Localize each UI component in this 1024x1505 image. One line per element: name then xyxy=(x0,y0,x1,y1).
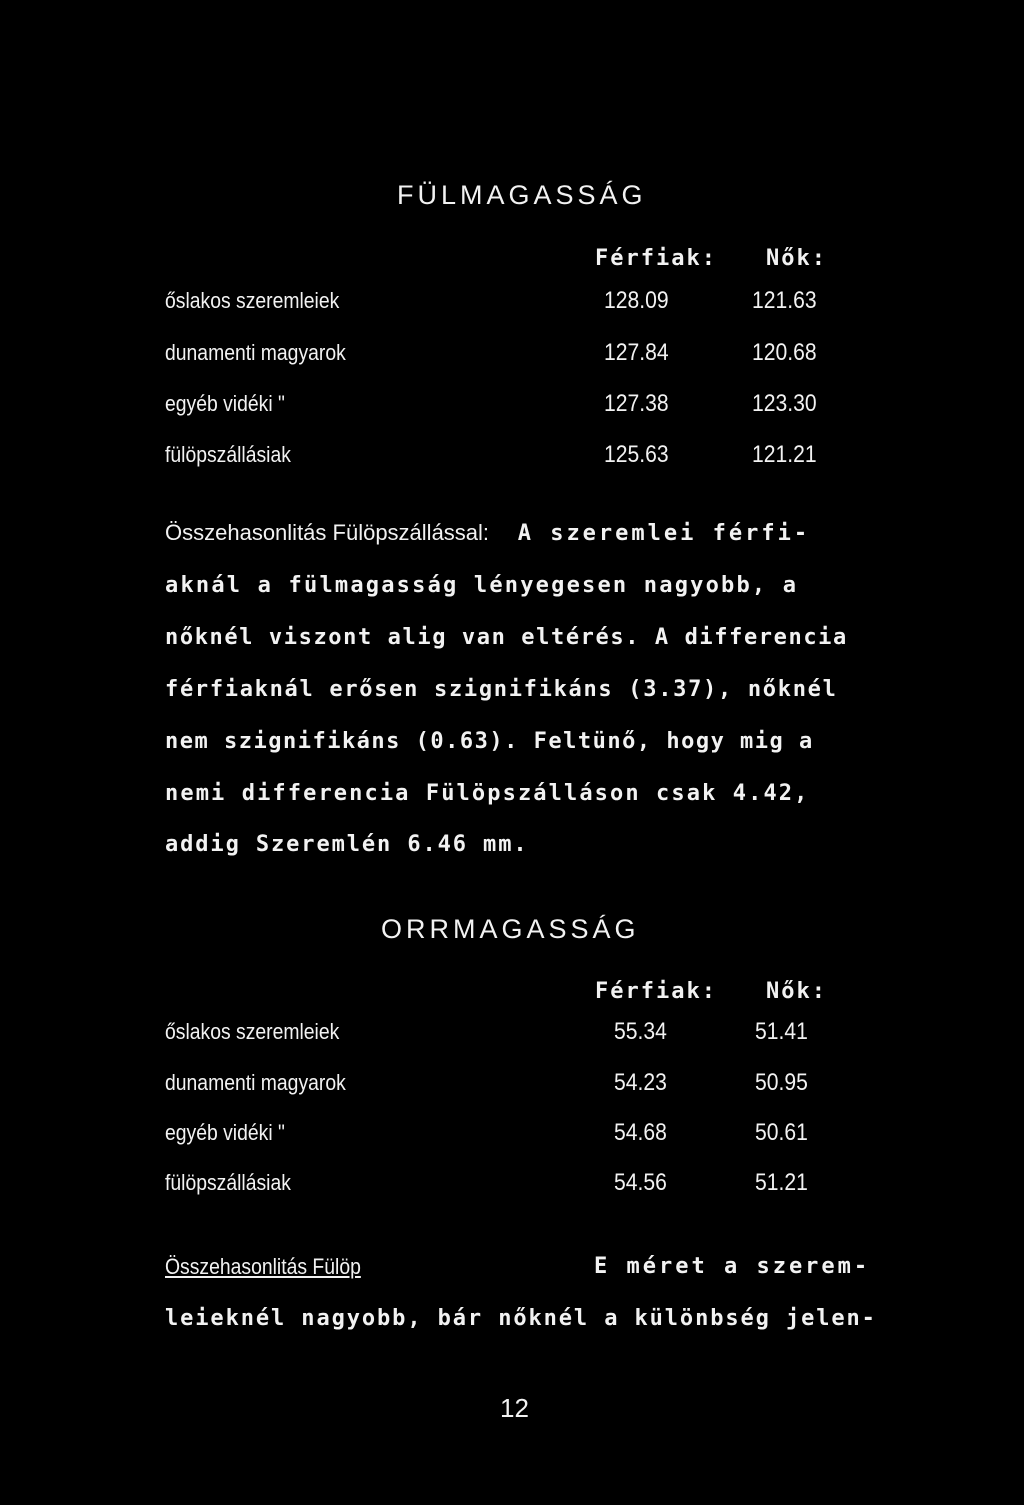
row-label: őslakos szeremleiek xyxy=(165,1019,340,1044)
column-header-women: Nők: xyxy=(766,979,827,1004)
comparison-paragraph-line: addig Szeremlén 6.46 mm. xyxy=(165,832,529,857)
value-men: 55.34 xyxy=(614,1018,667,1045)
page-number: 12 xyxy=(500,1393,529,1423)
value-women: 51.41 xyxy=(755,1018,808,1045)
value-men: 54.68 xyxy=(614,1119,667,1146)
section-title-orrmagassag: ORRMAGASSÁG xyxy=(381,914,640,944)
value-women: 50.95 xyxy=(755,1069,808,1096)
column-header-women: Nők: xyxy=(766,246,827,271)
row-label: fülöpszállásiak xyxy=(165,442,291,467)
comparison-lead: Összehasonlitás Fülöp xyxy=(165,1254,361,1279)
value-men: 54.23 xyxy=(614,1069,667,1096)
row-label: egyéb vidéki " xyxy=(165,391,285,416)
comparison-paragraph-line: nem szignifikáns (0.63). Feltünő, hogy mig a xyxy=(165,729,814,754)
comparison-paragraph-line: nőknél viszont alig van eltérés. A differencia xyxy=(165,625,848,650)
comparison-paragraph-line: aknál a fülmagasság lényegesen nagyobb, a xyxy=(165,573,799,598)
comparison-paragraph-line: férfiaknál erősen szignifikáns (3.37), nőknél xyxy=(165,677,838,702)
value-women: 121.63 xyxy=(752,287,817,314)
row-label: egyéb vidéki " xyxy=(165,1120,285,1145)
value-men: 125.63 xyxy=(604,441,669,468)
column-header-men: Férfiak: xyxy=(595,979,717,1004)
value-women: 121.21 xyxy=(752,441,817,468)
value-men: 54.56 xyxy=(614,1169,667,1196)
comparison-text: A szeremlei férfi- xyxy=(517,521,811,546)
value-women: 123.30 xyxy=(752,390,817,417)
row-label: őslakos szeremleiek xyxy=(165,288,340,313)
value-women: 50.61 xyxy=(755,1119,808,1146)
comparison-text: E méret a szerem- xyxy=(594,1254,871,1279)
value-women: 51.21 xyxy=(755,1169,808,1196)
column-header-men: Férfiak: xyxy=(595,246,717,271)
value-men: 128.09 xyxy=(604,287,669,314)
row-label: dunamenti magyarok xyxy=(165,340,346,365)
comparison-lead: Összehasonlitás Fülöpszállással: xyxy=(165,520,490,545)
comparison-paragraph-line xyxy=(165,520,810,546)
value-women: 120.68 xyxy=(752,339,817,366)
row-label: fülöpszállásiak xyxy=(165,1170,291,1195)
value-men: 127.84 xyxy=(604,339,669,366)
section-title-fulmagassag: FÜLMAGASSÁG xyxy=(397,180,647,210)
comparison-paragraph-line: leieknél nagyobb, bár nőknél a különbség jelen- xyxy=(165,1306,877,1331)
value-men: 127.38 xyxy=(604,390,669,417)
comparison-paragraph-line: nemi differencia Fülöpszálláson csak 4.42, xyxy=(165,781,810,806)
row-label: dunamenti magyarok xyxy=(165,1070,346,1095)
